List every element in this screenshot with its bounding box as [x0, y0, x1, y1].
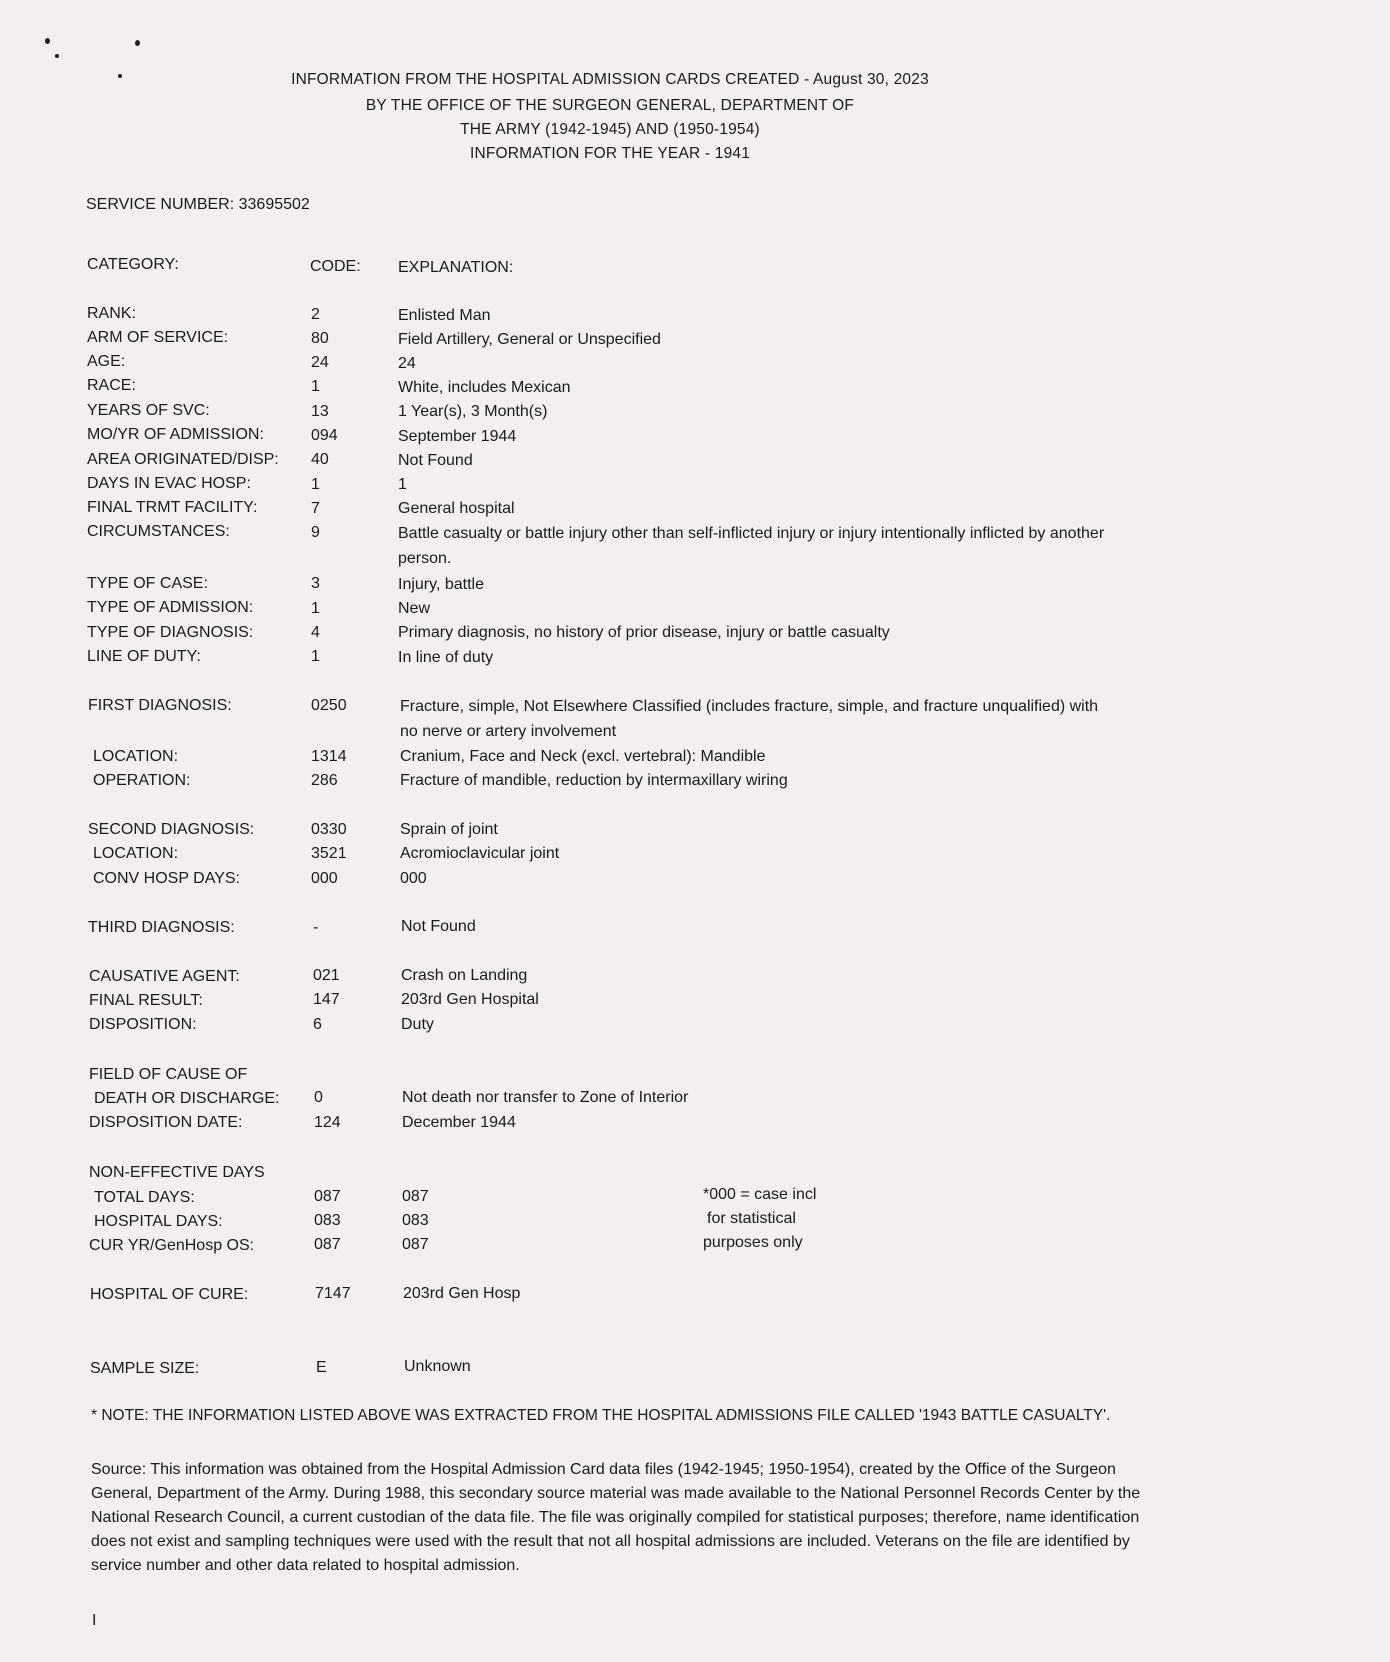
row-category: FINAL TRMT FACILITY:: [87, 499, 258, 516]
row-explanation: December 1944: [402, 1114, 516, 1131]
row-category: DAYS IN EVAC HOSP:: [87, 475, 251, 492]
row-explanation: 083: [402, 1212, 429, 1229]
row-code: 1: [311, 476, 320, 493]
row-code: 1: [311, 648, 320, 665]
ink-speck: [135, 40, 140, 46]
row-explanation: Not Found: [398, 452, 473, 469]
row-category: THIRD DIAGNOSIS:: [88, 919, 235, 936]
row-category: LOCATION:: [93, 845, 179, 862]
row-code: 124: [314, 1114, 341, 1131]
row-code: 7: [311, 500, 320, 517]
extraction-note: * NOTE: THE INFORMATION LISTED ABOVE WAS EXTRACTED FROM THE HOSPITAL ADMISSIONS FILE CALLED '1943 BATTLE CASUALTY'.: [91, 1407, 1111, 1424]
header-line-4: INFORMATION FOR THE YEAR - 1941: [469, 145, 751, 162]
row-code: E: [316, 1359, 327, 1376]
row-code: 0: [314, 1089, 323, 1106]
row-code: 40: [311, 451, 329, 468]
row-code: -: [313, 919, 319, 936]
row-category: NON-EFFECTIVE DAYS: [89, 1164, 265, 1181]
row-explanation: Primary diagnosis, no history of prior disease, injury or battle casualty: [398, 624, 890, 641]
row-explanation: Fracture of mandible, reduction by intermaxillary wiring: [400, 772, 788, 789]
row-explanation: Not death nor transfer to Zone of Interior: [402, 1089, 689, 1106]
page-mark: I: [92, 1612, 97, 1629]
row-explanation: Field Artillery, General or Unspecified: [398, 331, 661, 348]
row-code: 1314: [311, 748, 347, 765]
row-explanation: Sprain of joint: [400, 821, 498, 838]
side-note-line-3: purposes only: [703, 1234, 803, 1251]
row-category: LINE OF DUTY:: [87, 648, 201, 665]
row-category: DISPOSITION:: [89, 1016, 197, 1033]
row-explanation: Crash on Landing: [401, 967, 528, 984]
row-code: 6: [313, 1016, 322, 1033]
row-explanation: 000: [400, 870, 427, 887]
row-code: 1: [311, 600, 320, 617]
row-explanation: In line of duty: [398, 649, 494, 666]
ink-speck: [55, 54, 59, 58]
row-code: 3: [311, 575, 320, 592]
row-explanation: 087: [402, 1188, 429, 1205]
ink-speck: [45, 38, 50, 44]
row-code: 9: [311, 524, 320, 541]
row-code: 80: [311, 330, 329, 347]
row-code: 4: [311, 624, 320, 641]
row-code: 3521: [311, 845, 347, 862]
row-code: 7147: [315, 1285, 351, 1302]
header-line-1: INFORMATION FROM THE HOSPITAL ADMISSION CARDS CREATED - August 30, 2023: [291, 71, 929, 88]
row-explanation: Unknown: [404, 1358, 471, 1375]
row-code: 0250: [311, 697, 347, 714]
row-category: DEATH OR DISCHARGE:: [94, 1090, 280, 1107]
row-category: AREA ORIGINATED/DISP:: [87, 451, 279, 468]
row-category: HOSPITAL OF CURE:: [90, 1286, 249, 1303]
row-explanation: Injury, battle: [398, 576, 484, 593]
row-explanation: September 1944: [398, 428, 517, 445]
row-code: 286: [311, 772, 338, 789]
row-category: TOTAL DAYS:: [94, 1189, 195, 1206]
column-header-explanation: EXPLANATION:: [398, 259, 514, 276]
row-code: 0330: [311, 821, 347, 838]
row-code: 083: [314, 1212, 341, 1229]
row-category: TYPE OF ADMISSION:: [87, 599, 254, 616]
row-explanation: Acromioclavicular joint: [400, 845, 560, 862]
row-explanation: Fracture, simple, Not Elsewhere Classified (includes fracture, simple, and fracture unqualified) with no nerve or artery involvement: [400, 698, 1099, 740]
row-category: HOSPITAL DAYS:: [94, 1213, 223, 1230]
row-category: OPERATION:: [93, 772, 191, 789]
row-category: TYPE OF CASE:: [87, 575, 208, 592]
row-category: CUR YR/GenHosp OS:: [89, 1237, 255, 1254]
row-category: CAUSATIVE AGENT:: [89, 968, 240, 985]
row-category: RANK:: [87, 305, 136, 322]
row-explanation: Enlisted Man: [398, 307, 491, 324]
row-explanation: Not Found: [401, 918, 476, 935]
row-explanation: White, includes Mexican: [398, 379, 571, 396]
row-code: 2: [311, 306, 320, 323]
row-explanation: New: [398, 600, 431, 617]
row-explanation: Duty: [401, 1016, 434, 1033]
row-category: LOCATION:: [93, 748, 179, 765]
row-explanation: Battle casualty or battle injury other than self-inflicted injury or injury intentionally inflicted by another person.: [398, 525, 1105, 567]
side-note-line-1: *000 = case incl: [703, 1186, 817, 1203]
header-line-2: BY THE OFFICE OF THE SURGEON GENERAL, DEPARTMENT OF: [365, 97, 855, 114]
row-code: 094: [311, 427, 338, 444]
row-category: CIRCUMSTANCES:: [87, 523, 230, 540]
row-category: DISPOSITION DATE:: [89, 1114, 243, 1131]
row-code: 24: [311, 354, 329, 371]
row-explanation: General hospital: [398, 500, 515, 517]
row-explanation: 24: [398, 355, 416, 372]
column-header-code: CODE:: [310, 258, 361, 275]
column-header-category: CATEGORY:: [87, 256, 179, 273]
row-code: 000: [311, 870, 338, 887]
row-category: FIRST DIAGNOSIS:: [88, 697, 232, 714]
side-note-line-2: for statistical: [707, 1210, 796, 1227]
row-explanation: 087: [402, 1236, 429, 1253]
row-explanation: 203rd Gen Hosp: [403, 1285, 521, 1302]
row-category: YEARS OF SVC:: [87, 402, 210, 419]
row-category: MO/YR OF ADMISSION:: [87, 426, 264, 443]
service-number: SERVICE NUMBER: 33695502: [86, 196, 310, 213]
row-code: 13: [311, 403, 329, 420]
header-line-3: THE ARMY (1942-1945) AND (1950-1954): [460, 121, 760, 138]
row-category: RACE:: [87, 377, 136, 394]
row-code: 021: [313, 967, 340, 984]
row-category: SECOND DIAGNOSIS:: [88, 821, 255, 838]
row-category: TYPE OF DIAGNOSIS:: [87, 624, 254, 641]
row-code: 087: [314, 1188, 341, 1205]
source-paragraph: Source: This information was obtained from the Hospital Admission Card data files (1942-1945; 1950-1954), created by the Office of the Surgeon General, Department of the Army. During 1988, this secondary source material was made available to the National Personnel Records Center by the National Research Council, a current custodian of the data file. The file was originally compiled for statistical purposes; therefore, name identification does not exist and sampling techniques were used with the result that not all hospital admissions are included. Veterans on the file are identified by service number and other data related to hospital admission.: [91, 1461, 1141, 1574]
row-code: 087: [314, 1236, 341, 1253]
row-category: FIELD OF CAUSE OF: [89, 1066, 248, 1083]
row-code: 147: [313, 991, 340, 1008]
row-explanation: 203rd Gen Hospital: [401, 991, 539, 1008]
row-code: 1: [311, 378, 320, 395]
row-explanation: 1: [398, 476, 407, 493]
row-category: ARM OF SERVICE:: [87, 329, 229, 346]
row-explanation: Cranium, Face and Neck (excl. vertebral): Mandible: [400, 748, 766, 765]
row-category: FINAL RESULT:: [89, 992, 203, 1009]
row-category: AGE:: [87, 353, 126, 370]
row-category: SAMPLE SIZE:: [90, 1360, 200, 1377]
row-category: CONV HOSP DAYS:: [93, 870, 240, 887]
row-explanation: 1 Year(s), 3 Month(s): [398, 403, 548, 420]
